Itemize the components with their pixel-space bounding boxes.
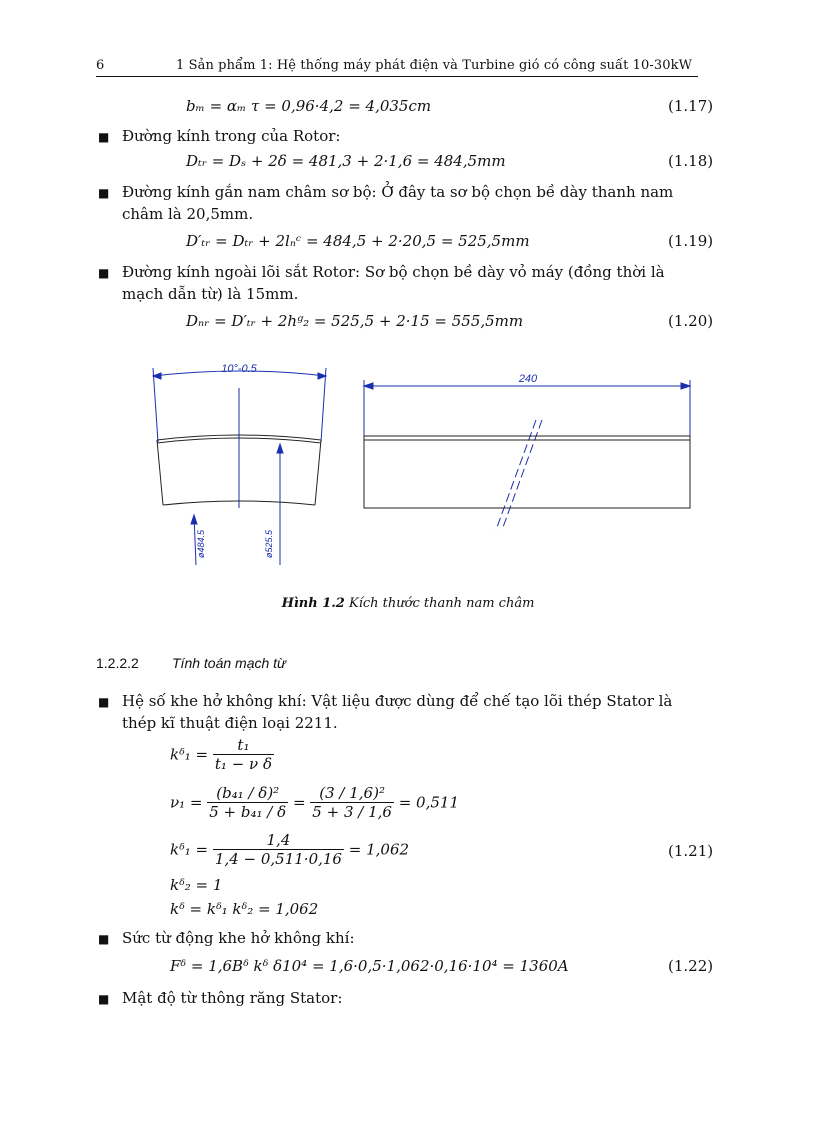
equation-number-1-19: (1.19) [668,232,714,250]
bullet-magnet-diameter-line1: Đường kính gắn nam châm sơ bộ: Ở đây ta sơ bộ chọn bề dày thanh nam [122,183,674,201]
magnet-right-edge [315,440,321,505]
equation-1-20: Dₙᵣ = D′ₜᵣ + 2hᵍ₂ = 525,5 + 2·15 = 555,5mm [186,312,524,330]
figure-caption-label: Hình 1.2 [281,596,345,611]
figure-caption [0,596,816,611]
running-title: 1 Sản phẩm 1: Hệ thống máy phát điện và Turbine gió có công suất 10-30kW [176,58,693,73]
bullet-marker: ■ [98,932,110,946]
bullet-air-gap-coeff-line1: Hệ số khe hở không khí: Vật liệu được dùng để chế tạo lõi thép Stator là [122,692,673,710]
arrowhead [153,373,161,379]
equation-kdelta2: kᵟ₂ = 1 [170,876,223,894]
bullet-marker: ■ [98,130,110,144]
equation-kdelta: kᵟ = kᵟ₁ kᵟ₂ = 1,062 [170,900,319,918]
magnet-left-edge [157,440,163,505]
arrowhead [364,383,373,389]
equation-nu1: ν₁ = $\frac{\text{(b₄₁ / δ)²}}{\text{5 + b₄₁ / δ}}$ = $\frac{\text{(3 / 1,6)²}}{5 + 3 / 1,6}$ = 0,511 [170,784,459,821]
equation-1-19: D′ₜᵣ = Dₜᵣ + 2lₙᶜ = 484,5 + 2·20,5 = 525,5mm [186,232,530,250]
subsection-heading [96,655,286,671]
arrowhead [681,383,690,389]
bullet-stator-tooth-flux-density: Mật độ từ thông răng Stator: [122,989,343,1007]
equation-number-1-18: (1.18) [668,152,714,170]
subsection-number: 1.2.2.2 [96,655,139,671]
bullet-marker: ■ [98,266,110,280]
arrowhead [277,444,283,453]
dim-extension-right [321,368,326,442]
equation-number-1-21: (1.21) [668,842,714,860]
bullet-marker: ■ [98,695,110,709]
bullet-air-gap-mmf: Sức từ động khe hở không khí: [122,929,355,947]
bullet-rotor-inner-diameter: Đường kính trong của Rotor: [122,127,341,145]
bullet-air-gap-coeff-line2: thép kĩ thuật điện loại 2211. [122,714,338,732]
dim-extension-left [153,368,158,442]
diameter-label-1: ø484.5 [196,529,206,558]
magnet-bar-figure [140,358,700,580]
subsection-title: Tính toán mạch từ [172,655,286,671]
arrowhead [191,515,197,524]
bullet-marker: ■ [98,992,110,1006]
bullet-marker: ■ [98,186,110,200]
equation-kdelta1-def: kᵟ₁ = $\frac{\text{t₁}}{\text{t₁ − ν δ}}$ [170,736,272,773]
equation-number-1-20: (1.20) [668,312,714,330]
diameter-label-2: ø525.5 [264,529,274,558]
figure-caption-text: Kích thước thanh nam châm [349,596,535,611]
bullet-magnet-diameter-line2: châm là 20,5mm. [122,205,254,223]
angle-dimension-label: 10°-0.5 [221,363,257,375]
header-rule [96,76,698,77]
equation-number-1-22: (1.22) [668,957,714,975]
magnet-side-rect [364,436,690,508]
bullet-rotor-outer-diameter-line2: mạch dẫn từ) là 15mm. [122,285,299,303]
equation-number-1-17: (1.17) [668,97,714,115]
equation-kdelta1-value: kᵟ₁ = $\frac{1,4}{1,4 - 0,511\cdot 0,16}$ = 1,062 [170,831,410,868]
equation-1-22: Fᵟ = 1,6Bᵟ kᵟ δ10⁴ = 1,6·0,5·1,062·0,16·10⁴ = 1360A [170,957,569,975]
equation-1-18: Dₜᵣ = Dₛ + 2δ = 481,3 + 2·1,6 = 484,5mm [186,152,506,170]
page-number: 6 [96,58,105,73]
arrowhead [318,373,326,379]
bullet-rotor-outer-diameter-line1: Đường kính ngoài lõi sắt Rotor: Sơ bộ chọn bề dày vỏ máy (đồng thời là [122,263,665,281]
length-dimension-label: 240 [518,373,538,385]
equation-1-17: bₘ = αₘ τ = 0,96·4,2 = 4,035cm [186,97,432,115]
